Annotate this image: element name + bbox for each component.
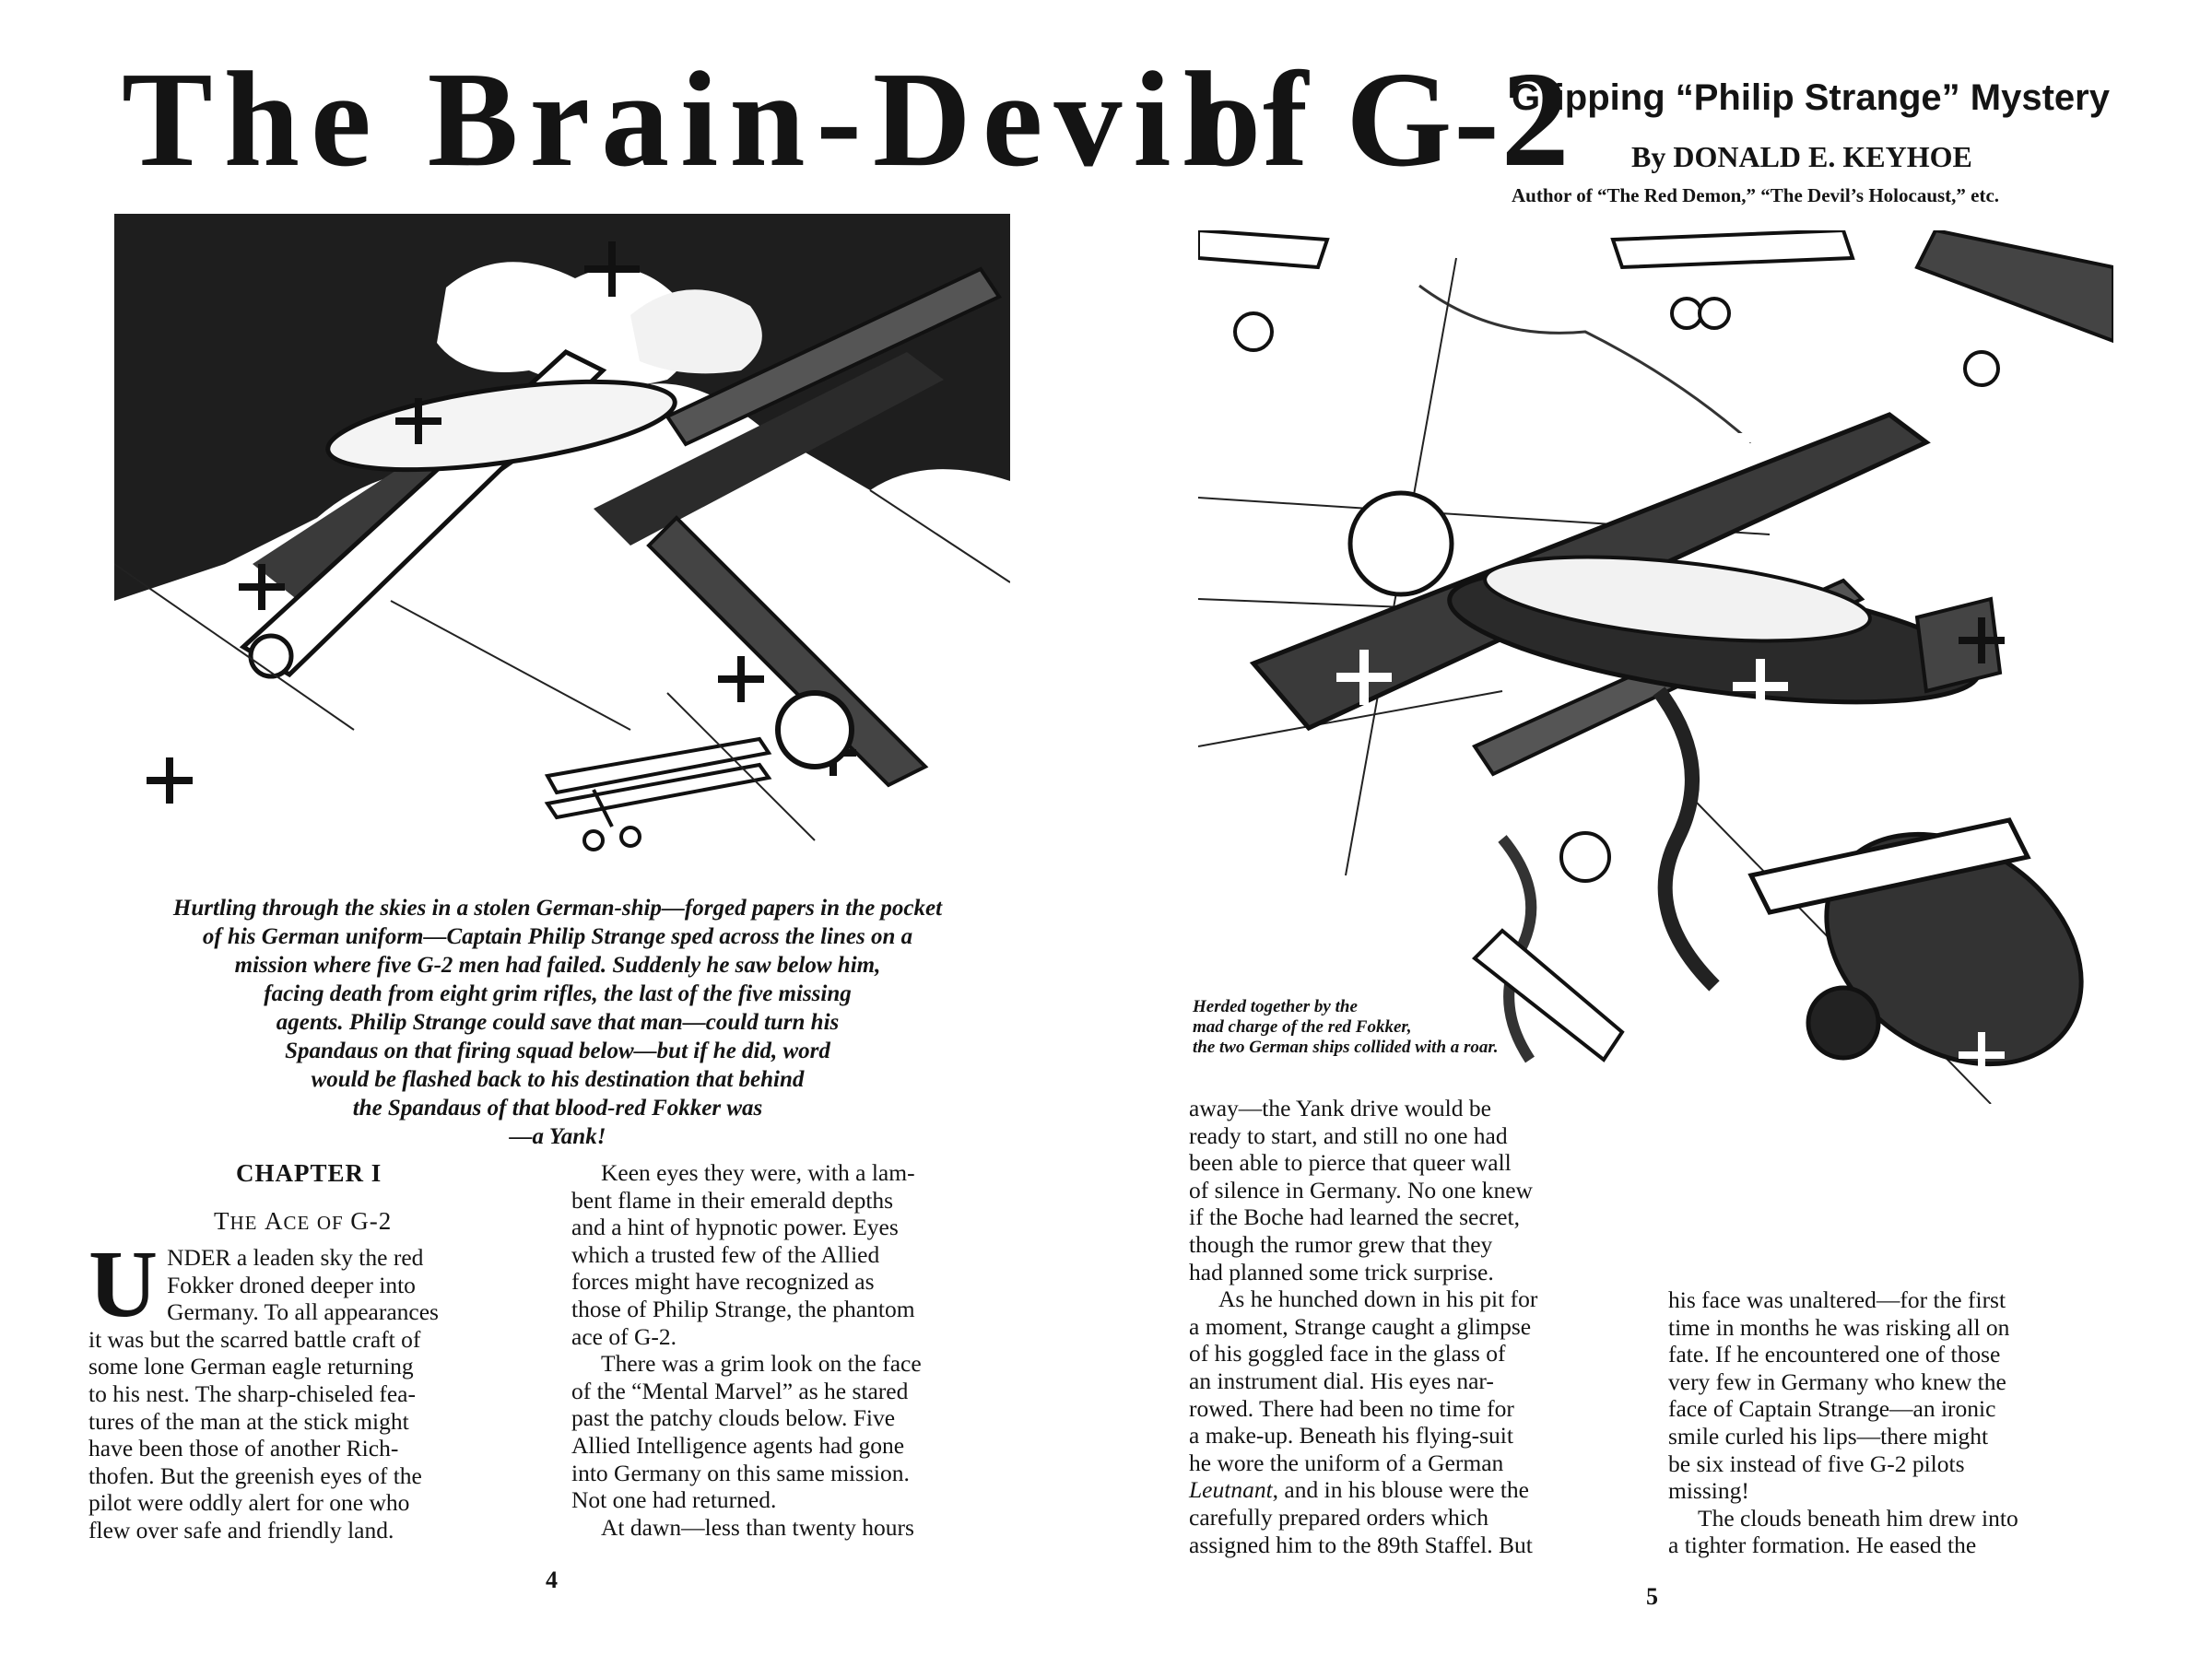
illustration-left <box>114 214 1010 863</box>
column-1 <box>88 1231 540 1544</box>
text-line: his face was unaltered—for the first <box>1668 1286 2006 1313</box>
text-line: The clouds beneath him drew into <box>1698 1504 2018 1532</box>
title-left: The Brain-Devil <box>122 44 1231 195</box>
text-line: time in months he was risking all on <box>1668 1313 2010 1341</box>
illustration-right <box>1198 230 2113 1104</box>
text-fragment: , and in his blouse were the <box>1272 1476 1529 1504</box>
paragraph <box>1189 1095 1641 1285</box>
paragraph <box>571 1514 1023 1542</box>
text-line: As he hunched down in his pit for <box>1218 1285 1538 1313</box>
text-line: a make-up. Beneath his flying-suit <box>1189 1422 1513 1450</box>
text-line: of silence in Germany. No one knew <box>1189 1176 1533 1203</box>
chapter-title <box>214 1207 392 1236</box>
text-line: past the patchy clouds below. Five <box>571 1404 896 1432</box>
illustration-left-art <box>114 214 1010 863</box>
caption-line: Spandaus on that firing squad below—but if he did, word <box>285 1039 830 1063</box>
chapter-title-a: A <box>265 1207 284 1235</box>
text-line: some lone German eagle returning <box>88 1353 414 1380</box>
paragraph <box>1668 1286 2120 1505</box>
caption-line: mission where five G-2 men had failed. Suddenly he saw below him, <box>234 953 881 978</box>
chapter-title-he: HE <box>229 1212 258 1234</box>
text-line: if the Boche had learned the secret, <box>1189 1203 1520 1231</box>
drop-cap: U <box>88 1231 159 1337</box>
page-number-left: 4 <box>546 1567 558 1593</box>
text-line: which a trusted few of the Allied <box>571 1240 880 1268</box>
caption-small-line: mad charge of the red Fokker, <box>1193 1017 1412 1037</box>
text-line: thofen. But the greenish eyes of the <box>88 1461 422 1489</box>
text-line: forces might have recognized as <box>571 1268 875 1296</box>
chapter-number: CHAPTER I <box>236 1159 382 1187</box>
subtitle: Gripping “Philip Strange” Mystery <box>1512 77 2110 118</box>
text-line: he wore the uniform of a German <box>1189 1449 1504 1476</box>
caption-line: would be flashed back to his destination that behind <box>311 1067 805 1092</box>
column-3 <box>1189 1095 1641 1558</box>
chapter-title-t: T <box>214 1207 230 1235</box>
text-line: an instrument dial. His eyes nar- <box>1189 1367 1494 1394</box>
column-4 <box>1668 1286 2120 1559</box>
chapter-title-of: OF <box>316 1212 344 1234</box>
column-2 <box>571 1159 1023 1541</box>
text-line <box>1189 1476 1641 1504</box>
text-line: a tighter formation. He eased the <box>1668 1532 1977 1559</box>
caption-line: —a Yank! <box>509 1124 606 1149</box>
text-line: of his goggled face in the glass of <box>1189 1340 1506 1367</box>
text-line: those of Philip Strange, the phantom <box>571 1295 915 1322</box>
text-line: Not one had returned. <box>571 1486 777 1514</box>
caption-line: the Spandaus of that blood-red Fokker was <box>352 1096 763 1121</box>
text-line: NDER a leaden sky the red <box>167 1244 424 1271</box>
chapter-title-ce: CE <box>283 1212 311 1234</box>
paragraph <box>571 1159 1023 1350</box>
text-line: been able to pierce that queer wall <box>1189 1149 1512 1177</box>
byline: By DONALD E. KEYHOE <box>1631 140 1972 173</box>
text-line: Allied Intelligence agents had gone <box>571 1431 905 1459</box>
text-line: had planned some trick surprise. <box>1189 1258 1494 1285</box>
text-line: ready to start, and still no one had <box>1189 1121 1508 1149</box>
text-line: rowed. There had been no time for <box>1189 1394 1514 1422</box>
paragraph <box>1668 1505 2120 1559</box>
text-line: Fokker droned deeper into <box>167 1271 416 1298</box>
chapter-title-g2: G-2 <box>350 1207 393 1235</box>
text-line: be six instead of five G-2 pilots <box>1668 1450 1965 1477</box>
text-line: though the rumor grew that they <box>1189 1230 1493 1258</box>
text-line: flew over safe and friendly land. <box>88 1516 394 1543</box>
page-number-right: 5 <box>1646 1583 1658 1610</box>
text-line: into Germany on this same mission. <box>571 1459 910 1486</box>
text-line: to his nest. The sharp-chiseled fea- <box>88 1379 416 1407</box>
text-line: tures of the man at the stick might <box>88 1407 409 1435</box>
caption-small-line: the two German ships collided with a roar. <box>1193 1038 1499 1057</box>
text-line: missing! <box>1668 1477 1749 1505</box>
text-line: it was but the scarred battle craft of <box>88 1325 421 1353</box>
text-line: Keen eyes they were, with a lam- <box>601 1159 915 1186</box>
caption-small <box>1193 997 1626 1058</box>
caption-line: facing death from eight grim rifles, the last of the five missing <box>264 981 852 1006</box>
title-right: of G-2 <box>1193 44 1571 195</box>
caption-main <box>101 894 1014 1151</box>
text-line: smile curled his lips—there might <box>1668 1422 1989 1450</box>
paragraph <box>1189 1285 1641 1558</box>
italic-word: Leutnant <box>1189 1476 1273 1504</box>
text-line: face of Captain Strange—an ironic <box>1668 1395 1996 1423</box>
caption-small-line: Herded together by the <box>1193 997 1358 1016</box>
paragraph <box>88 1231 540 1544</box>
text-line: Germany. To all appearances <box>167 1298 439 1326</box>
text-line: At dawn—less than twenty hours <box>601 1513 914 1541</box>
text-line: carefully prepared orders which <box>1189 1503 1488 1531</box>
text-line: assigned him to the 89th Staffel. But <box>1189 1531 1533 1558</box>
text-line: have been those of another Rich- <box>88 1435 399 1462</box>
text-line: a moment, Strange caught a glimpse <box>1189 1312 1532 1340</box>
caption-line: agents. Philip Strange could save that man—could turn his <box>276 1010 840 1035</box>
caption-line: Hurtling through the skies in a stolen German-ship—forged papers in the pocket <box>172 896 943 921</box>
text-line: very few in Germany who knew the <box>1668 1367 2006 1395</box>
text-line: ace of G-2. <box>571 1322 677 1350</box>
author-note: Author of “The Red Demon,” “The Devil’s Holocaust,” etc. <box>1512 184 2000 206</box>
text-line: bent flame in their emerald depths <box>571 1186 894 1214</box>
text-line: away—the Yank drive would be <box>1189 1095 1491 1121</box>
text-line: of the “Mental Marvel” as he stared <box>571 1377 909 1404</box>
text-line: There was a grim look on the face <box>601 1350 922 1378</box>
illustration-right-art <box>1198 230 2113 1104</box>
text-line: and a hint of hypnotic power. Eyes <box>571 1214 899 1241</box>
paragraph <box>571 1350 1023 1514</box>
caption-line: of his German uniform—Captain Philip Strange sped across the lines on a <box>202 924 913 949</box>
text-line: pilot were oddly alert for one who <box>88 1489 410 1517</box>
text-line: fate. If he encountered one of those <box>1668 1341 2001 1368</box>
